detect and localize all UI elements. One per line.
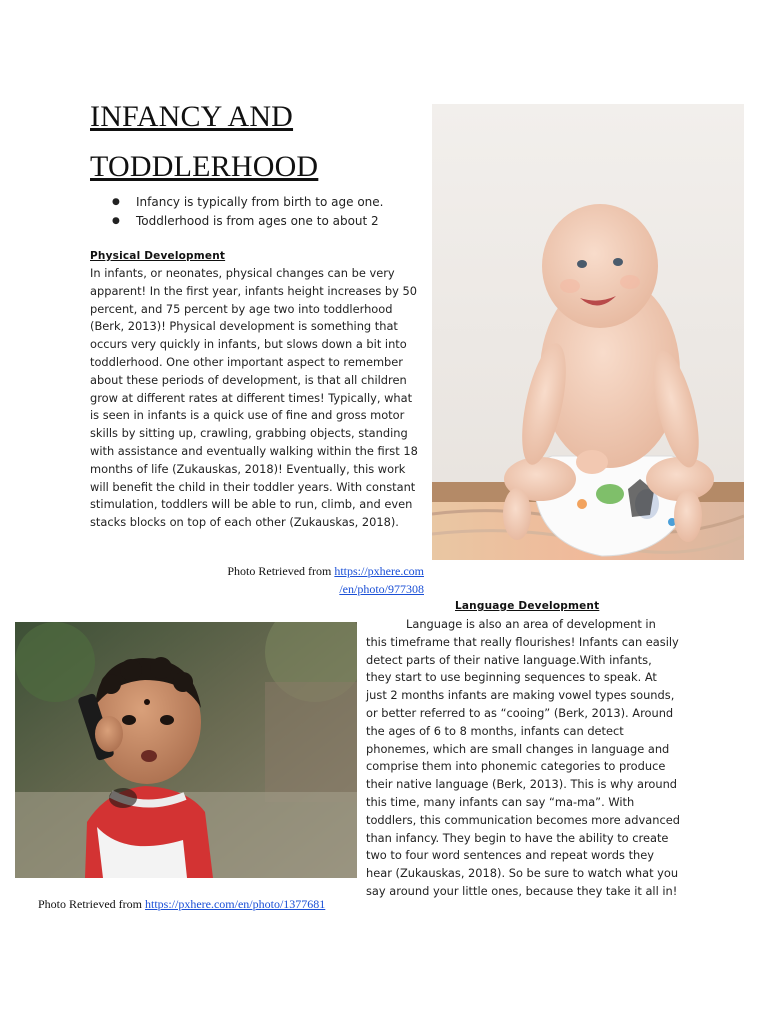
physical-development-heading: Physical Development: [90, 250, 226, 262]
photo-source-link-1-cont[interactable]: /en/photo/977308: [339, 582, 424, 596]
caption-prefix: Photo Retrieved from: [227, 564, 335, 578]
photo-source-link-2[interactable]: https://pxhere.com/en/photo/1377681: [144, 897, 326, 911]
photo-source-link-1[interactable]: https://pxhere.com: [334, 564, 424, 578]
toddler-on-phone-illustration: [15, 622, 357, 878]
page-title: [90, 92, 318, 192]
photo-caption-2: [38, 895, 358, 913]
photo-caption-1: [214, 562, 424, 598]
baby-on-potty-illustration: [432, 104, 744, 560]
physical-development-body: In infants, or neonates, physical changes can be very apparent! In the first year, infants height increases by 50 percent, and 75 percent by age two into toddlerhood (Berk, 2013)! Physical development is something that occurs very quickly in infants, but slows down a bit into toddlerhood. One other important aspect to remember about these periods of development, is that all children grow at different rates at different times! Typically, what is seen in infants is a quick use of fine and gross motor skills by sitting up, crawling, grabbing objects, standing with assistance and eventually walking within the first 18 months of life (Zukauskas, 2018)! Eventually, this work will benefit the child in their toddler years. With constant stimulation, toddlers will be able to run, climb, and even stacks blocks on top of each other (Zukauskas, 2018).: [90, 266, 418, 530]
language-development-heading: Language Development: [455, 600, 600, 612]
caption-prefix: Photo Retrieved from: [38, 897, 145, 911]
title-line-2: TODDLERHOOD: [90, 150, 319, 183]
intro-bullet-list: [112, 193, 383, 231]
language-development-body: Language is also an area of development in this timeframe that really flourishes! Infants can easily detect parts of their native language.With infants, they start to use beginning sequences to speak. At just 2 months infants are making vowel types sounds, or better referred to as “cooing” (Berk, 2013). Around the ages of 6 to 8 months, infants can detect phonemes, which are small changes in language and comprise them into phonemic categories to produce their native language (Berk, 2013). This is why around this time, many infants can say “ma-ma”. With toddlers, this communication becomes more advanced than infancy. They begin to have the ability to create two to four word sentences and repeat words they hear (Zukauskas, 2018). So be sure to watch what you say around your little ones, because they take it all in!: [366, 617, 680, 898]
title-line-1: INFANCY AND: [90, 100, 294, 133]
bullet-item: ● Toddlerhood is from ages one to about 2: [112, 212, 383, 231]
bullet-item: ● Infancy is typically from birth to age one.: [112, 193, 383, 212]
baby-photo: [432, 104, 744, 560]
toddler-photo: [15, 622, 357, 878]
